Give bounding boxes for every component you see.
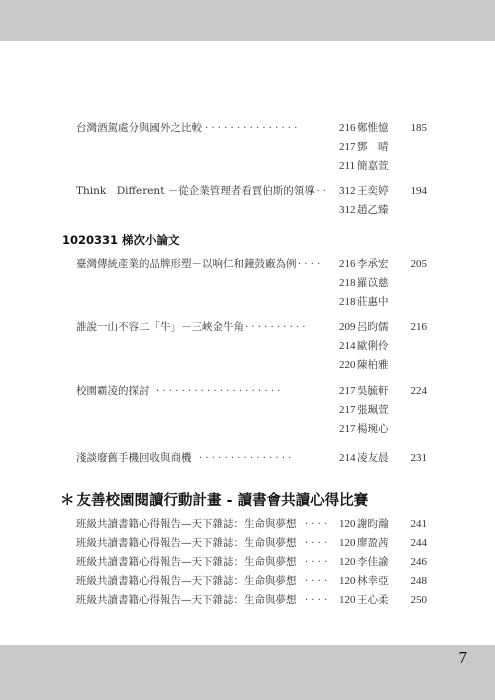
author-name: 林幸亞 [357,575,389,587]
entry-title: 班級共讀書籍心得報告—天下雜誌：生命與夢想 [76,537,297,549]
section-heading: 1020331 梯次小論文 [62,233,180,247]
author-name: 鄭惟憶 [357,122,389,134]
author-name: 歐俐伶 [357,340,389,352]
author-name: 簡嘉萱 [357,160,389,172]
class-number: 211 [339,160,356,172]
class-number: 209 [339,321,356,333]
page-number-ref: 248 [410,575,427,587]
toc-entry[interactable] [0,515,495,534]
class-number: 214 [339,452,356,464]
leader-dots: ···· [305,538,331,549]
entry-title: 班級共讀書籍心得報告—天下雜誌：生命與夢想 [76,575,297,587]
asterisk-icon: ＊ [60,493,75,509]
class-number: 216 [339,258,356,270]
leader-dots: ···················· [156,386,284,397]
author-name: 楊琬心 [357,423,389,435]
class-number: 218 [339,277,356,289]
author-name: 張珮萱 [357,404,389,416]
author-name: 陳柏雅 [357,359,389,371]
class-number: 214 [339,340,356,352]
leader-dots: ·········· [245,322,309,333]
section-title [60,489,368,510]
page-number-ref: 241 [410,518,427,530]
class-number: 217 [339,423,356,435]
author-name: 廖盈茜 [357,537,389,549]
leader-dots: ··············· [205,123,301,134]
class-number: 216 [339,122,356,134]
entry-title: 班級共讀書籍心得報告—天下雜誌：生命與夢想 [76,594,297,606]
class-number: 217 [339,404,356,416]
author-name: 鄧 晴 [357,141,389,153]
class-number: 217 [339,141,356,153]
author-name: 羅苡慈 [357,277,389,289]
toc-entry[interactable] [0,255,495,312]
page-number-ref: 216 [410,321,427,333]
page-number-ref: 224 [410,385,427,397]
toc-entry[interactable] [0,591,495,610]
author-name: 趙乙臻 [357,204,389,216]
class-number: 218 [339,296,356,308]
page-number-ref: 244 [410,537,427,549]
leader-dots: ··············· [199,453,295,464]
class-number: 120 [339,575,356,587]
entry-title: 校園霸凌的探討 [76,385,150,397]
leader-dots: ···· [305,557,331,568]
toc-entry[interactable] [0,182,495,220]
entry-title: 台灣酒駕處分與國外之比較 [76,122,202,134]
page-number-ref: 231 [410,452,427,464]
page-number-ref: 185 [410,122,427,134]
entry-title: 班級共讀書籍心得報告—天下雜誌：生命與夢想 [76,518,297,530]
author-name: 凌友晨 [357,452,389,464]
author-name: 莊惠中 [357,296,389,308]
toc-entry[interactable] [0,318,495,375]
entry-title: 誰說一山不容二「牛」－三峽金牛角 [76,321,244,333]
class-number: 120 [339,537,356,549]
author-name: 李佳諭 [357,556,389,568]
footer-band [0,645,495,700]
class-number: 120 [339,518,356,530]
toc-entry[interactable] [0,449,495,468]
class-number: 120 [339,594,356,606]
leader-dots: ··· [310,186,330,197]
page-number-ref: 246 [410,556,427,568]
entry-title: 淺談廢舊手機回收與商機 [76,452,192,464]
author-name: 王奕婷 [357,185,389,197]
leader-dots: ···· [298,259,324,270]
toc-entry[interactable] [0,534,495,553]
author-name: 謝昀瀚 [357,518,389,530]
class-number: 220 [339,359,356,371]
author-name: 吳毓軒 [357,385,389,397]
author-name: 李承宏 [357,258,389,270]
page-number-ref: 194 [410,185,427,197]
author-name: 王心柔 [357,594,389,606]
class-number: 120 [339,556,356,568]
toc-entry[interactable] [0,119,495,176]
entry-title: Think Different －從企業管理者看賈伯斯的領導 [76,185,315,197]
toc-entry[interactable] [0,382,495,439]
entry-title: 臺灣傳統產業的品牌形塑－以响仁和鐘鼓廠為例 [76,258,297,270]
author-name: 呂昀儒 [357,321,389,333]
class-number: 312 [339,185,356,197]
page-number-ref: 250 [410,594,427,606]
class-number: 312 [339,204,356,216]
leader-dots: ···· [305,576,331,587]
page-number: 7 [458,648,467,667]
leader-dots: ···· [305,519,331,530]
page-number-ref: 205 [410,258,427,270]
entry-title: 班級共讀書籍心得報告—天下雜誌：生命與夢想 [76,556,297,568]
class-number: 217 [339,385,356,397]
toc-entry[interactable] [0,553,495,572]
section-title-text: 友善校園閱讀行動計畫 - 讀書會共讀心得比賽 [76,493,369,509]
toc-entry[interactable] [0,572,495,591]
leader-dots: ···· [305,595,331,606]
